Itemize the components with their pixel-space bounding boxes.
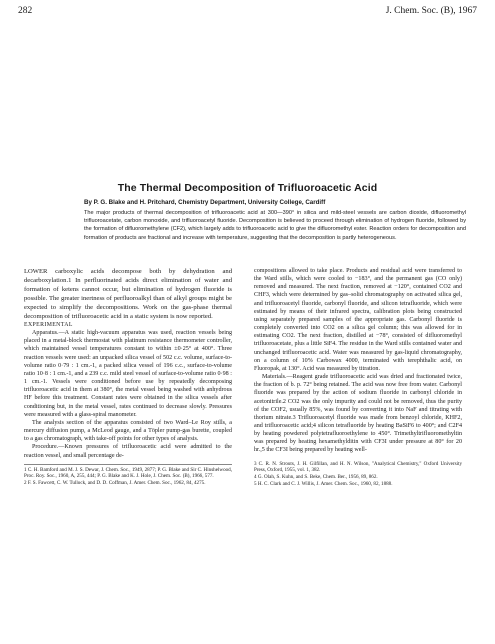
footnote: 3 C. R. N. Strouts, J. H. Gilfillan, and H. N. Wilson, "Analytical Chemistry," Oxford University Press, Oxford, 1955, vol. 1, 382. bbox=[254, 460, 462, 474]
left-column bbox=[24, 267, 232, 487]
footnote: 1 C. H. Bamford and M. J. S. Dewar, J. Chem. Soc., 1949, 2877; P. G. Blake and Sir C. Hinshelwood, Proc. Roy. Soc., 1960, A, 255, 444; P. G. Blake and K. J. Hole, J. Chem. Soc. (B), 1966, 577. bbox=[24, 466, 232, 480]
page-number: 282 bbox=[18, 6, 33, 16]
section-heading-experimental: EXPERIMENTAL bbox=[24, 322, 73, 328]
continued-paragraph: compositions allowed to take place. Products and residual acid were transferred to the Ward stills, which were cooled to −183°, and the permanent gas (CO only) removed and measured. The next fraction, removed at −120°, contained CO2 and CHF3, which were determined by gas–solid chromatography on activated silica gel, and trifluoroacetyl fluoride, carbonyl fluoride, and silicon tetrafluoride, which were estimated by means of their infrared spectra, calibration plots being constructed using separately prepared samples of the appropriate gas. Carbonyl fluoride is completely converted into CO2 on a silica gel column; this was allowed for in estimating CO2. The next fraction, distilled at −78°, consisted of difluoromethyl trifluoroacetate, plus a little SiF4. The residue in the Ward stills contained water and unchanged trifluoroacetic acid. Water was measured by gas-liquid chromatography, on a column of 10% Carbowax 4000, terminated with terephthalic acid, on Fluoropak, at 130°. Acid was measured by titration. bbox=[254, 268, 462, 372]
running-header bbox=[18, 6, 477, 20]
left-footnotes bbox=[24, 464, 232, 487]
materials-paragraph: Materials.—Reagent grade trifluoroacetic acid was dried and fractionated twice, the fraction of b. p. 72° being retained. The acid was now free from water. Carbonyl fluoride was prepared by the action of sodium fluoride in carbonyl chloride in acetonitrile.2 CO2 was the only impurity and could not be removed, thus the purity of the COF2, usually 85%, was found by converting it into NaF and titrating with thorium nitrate.3 Trifluoroacetyl fluoride was made from benzoyl chloride, KHF2, and trifluoroacetic acid;4 silicon tetrafluoride by heating BaSiF6 to 400°; and C2F4 by heating powdered polytetrafluoroethylene to 450°. Trimethyltrifluoromethyltin was prepared by heating hexamethylditin with CF3I under pressure at 80° for 20 hr.,5 the CF3I being prepared by heating well- bbox=[254, 374, 462, 454]
article-authors: By P. G. Blake and H. Pritchard, Chemistry Department, University College, Cardiff bbox=[84, 199, 326, 206]
footnote: 2 F. S. Fawcett, C. W. Tullock, and D. D. Coffman, J. Amer. Chem. Soc., 1962, 84, 4275. bbox=[24, 480, 206, 487]
article-title: The Thermal Decomposition of Trifluoroacetic Acid bbox=[117, 182, 378, 194]
intro-paragraph: LOWER carboxylic acids decompose both by dehydration and decarboxylation.1 In perfluorinated acids direct elimination of water and formation of ketens cannot occur, but elimination of hydrogen fluoride is possible. The greater inertness of perfluoroalkyl than of alkyl groups might be expected to simplify the decompositions. Work on the gas-phase thermal decomposition of trifluoroacetic acid in a static system is now reported. bbox=[24, 268, 232, 320]
right-column bbox=[254, 267, 462, 487]
footnote: 5 H. C. Clark and C. J. Willis, J. Amer. Chem. Soc., 1960, 82, 1888. bbox=[254, 480, 393, 487]
journal-citation: J. Chem. Soc. (B), 1967 bbox=[385, 6, 477, 16]
apparatus-paragraph: Apparatus.—A static high-vacuum apparatus was used, reaction vessels being placed in a metal-block thermostat with platinum resistance thermometer controller, which maintained vessel temperatures constant to within ±0·25° at 400°. Three reaction vessels were used: an unpacked silica vessel of 502 c.c. volume, surface-to-volume ratio 0·79 : 1 cm.-1, a packed silica vessel of 196 c.c., surface-to-volume ratio 10·8 : 1 cm.-1, and a 239 c.c. mild steel vessel of surface-to-volume ratio 0·98 : 1 cm.-1. Vessels were conditioned before use by repeatedly decomposing trifluoroacetic acid in them at 380°, the metal vessel being washed with anhydrous HF before this treatment. Constant rates were obtained in the silica vessels after conditioning but, in the metal vessel, rates continued to decrease slowly. Pressures were measured with a glass-spiral manometer. bbox=[24, 330, 232, 418]
right-footnotes bbox=[254, 461, 462, 488]
footnote: 4 G. Olah, S. Kuhn, and S. Beke, Chem. Ber., 1956, 89, 862. bbox=[254, 474, 378, 480]
analysis-paragraph: The analysis section of the apparatus consisted of two Ward–Le Roy stills, a mercury diffusion pump, a McLeod gauge, and a Töpler pump-gas burette, coupled to a gas chromatograph, with take-off points for other types of analysis. bbox=[24, 419, 232, 443]
article-abstract: The major products of thermal decomposition of trifluoroacetic acid at 300—390° in silica and mild-steel vessels are carbon dioxide, difluoromethyl trifluoroacetate, carbon monoxide, and trifluoroacetyl fluoride. Decomposition is believed to proceed through elimination of hydrogen fluoride, followed by the formation of difluoromethylene (CF2), which largely adds to trifluoroacetic acid to give the difluoromethyl ester. Reaction orders for decomposition and formation of products are fractional and increase with temperature, suggesting that the decomposition is partly heterogeneous. bbox=[84, 210, 466, 241]
procedure-paragraph: Procedure.—Known pressures of trifluoroacetic acid were admitted to the reaction vessel, and small percentage de- bbox=[24, 444, 232, 459]
